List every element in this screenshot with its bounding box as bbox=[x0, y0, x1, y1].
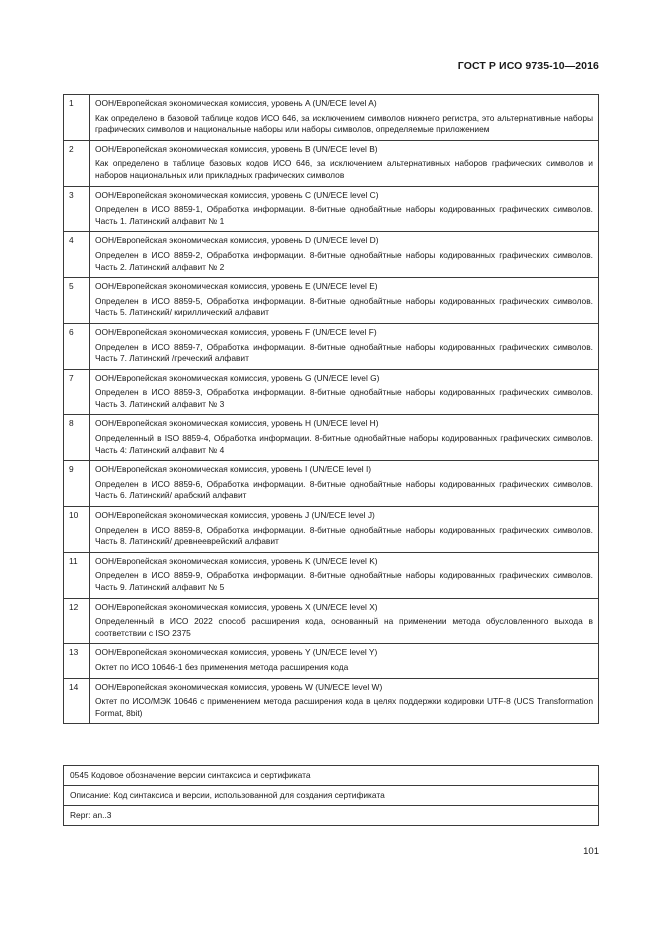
code-description: Определен в ИСО 8859-5, Обработка информации. 8-битные однобайтные наборы кодированных графических символов. Часть 5. Латинский/ кириллический алфавит bbox=[95, 295, 593, 318]
table-row bbox=[64, 186, 599, 232]
code-number: 13 bbox=[64, 644, 90, 678]
table-row bbox=[64, 552, 599, 598]
code-number: 6 bbox=[64, 323, 90, 369]
code-description: Определен в ИСО 8859-7, Обработка информации. 8-битные однобайтные наборы кодированных графических символов. Часть 7. Латинский /греческий алфавит bbox=[95, 341, 593, 364]
code-title: ООН/Европейская экономическая комиссия, уровень X (UN/ECE level X) bbox=[95, 601, 378, 612]
code-description: Октет по ИСО/МЭК 10646 с применением метода расширения кода в целях поддержки кодировки UTF-8 (UCS Transformation Format, 8bit) bbox=[95, 696, 593, 718]
code-description: Определен в ИСО 8859-1, Обработка информации. 8-битные однобайтные наборы кодированных графических символов. Часть 1. Латинский алфавит № 1 bbox=[95, 204, 593, 226]
table-row bbox=[64, 598, 599, 644]
code-description: Определенный в ISO 8859-4, Обработка информации. 8-битные однобайтные наборы кодированных графических символов. Часть 4: Латинский алфавит № 4 bbox=[95, 433, 593, 455]
table-row bbox=[64, 323, 599, 369]
data-element-repr-row bbox=[64, 806, 599, 826]
data-element-table bbox=[63, 765, 599, 826]
table-row bbox=[64, 140, 599, 186]
table-row bbox=[64, 415, 599, 461]
code-description: Как определено в базовой таблице кодов ИСО 646, за исключением символов нижнего регистра, это альтернативные наборы графических символов и национальные наборы или наборы символов, определяемые приложением bbox=[95, 112, 593, 135]
table-row bbox=[64, 461, 599, 507]
code-title: ООН/Европейская экономическая комиссия, уровень J (UN/ECE level J) bbox=[95, 510, 375, 521]
code-title: ООН/Европейская экономическая комиссия, уровень F (UN/ECE level F) bbox=[95, 326, 377, 337]
page-number: 101 bbox=[583, 846, 599, 857]
code-title: ООН/Европейская экономическая комиссия, уровень A (UN/ECE level A) bbox=[95, 98, 377, 108]
code-number: 5 bbox=[64, 278, 90, 324]
code-title: ООН/Европейская экономическая комиссия, уровень D (UN/ECE level D) bbox=[95, 235, 379, 246]
code-title: ООН/Европейская экономическая комиссия, уровень K (UN/ECE level K) bbox=[95, 555, 378, 566]
table-row bbox=[64, 232, 599, 278]
code-number: 7 bbox=[64, 369, 90, 415]
table-row bbox=[64, 95, 599, 141]
code-description-cell bbox=[90, 678, 599, 724]
data-element-code: 0545 Кодовое обозначение версии синтаксиса и сертификата bbox=[64, 766, 599, 786]
code-description: Определен в ИСО 8859-8, Обработка информации. 8-битные однобайтные наборы кодированных графических символов. Часть 8. Латинский/ древнееврейский алфавит bbox=[95, 524, 593, 547]
code-title: ООН/Европейская экономическая комиссия, уровень C (UN/ECE level C) bbox=[95, 189, 379, 200]
code-description: Октет по ИСО 10646-1 без применения метода расширения кода bbox=[95, 661, 349, 672]
code-description-cell bbox=[90, 232, 599, 278]
code-description: Определен в ИСО 8859-2, Обработка информации. 8-битные однобайтные наборы кодированных графических символов. Часть 2. Латинский алфавит № 2 bbox=[95, 249, 593, 272]
code-number: 14 bbox=[64, 678, 90, 724]
code-number: 3 bbox=[64, 186, 90, 232]
code-title: ООН/Европейская экономическая комиссия, уровень H (UN/ECE level H) bbox=[95, 418, 379, 429]
data-element-code-row bbox=[64, 766, 599, 786]
code-description: Как определено в таблице базовых кодов ИСО 646, за исключением альтернативных наборов графических символов и наборов национальных или прикладных графических символов bbox=[95, 158, 593, 180]
code-number: 11 bbox=[64, 552, 90, 598]
table-row bbox=[64, 278, 599, 324]
code-description-cell bbox=[90, 644, 599, 678]
code-title: ООН/Европейская экономическая комиссия, уровень G (UN/ECE level G) bbox=[95, 372, 380, 383]
code-description-cell bbox=[90, 598, 599, 644]
code-description-cell bbox=[90, 95, 599, 141]
code-title: ООН/Европейская экономическая комиссия, уровень I (UN/ECE level I) bbox=[95, 464, 372, 475]
code-description-cell bbox=[90, 323, 599, 369]
code-number: 1 bbox=[64, 95, 90, 141]
code-number: 4 bbox=[64, 232, 90, 278]
code-description: Определен в ИСО 8859-6, Обработка информации. 8-битные однобайтные наборы кодированных графических символов. Часть 6. Латинский/ арабский алфавит bbox=[95, 478, 593, 501]
code-description: Определен в ИСО 8859-3, Обработка информации. 8-битные однобайтные наборы кодированных графических символов. Часть 3. Латинский алфавит № 3 bbox=[95, 387, 593, 409]
table-row bbox=[64, 678, 599, 724]
code-number: 9 bbox=[64, 461, 90, 507]
code-description-cell bbox=[90, 461, 599, 507]
code-title: ООН/Европейская экономическая комиссия, уровень E (UN/ECE level E) bbox=[95, 281, 378, 292]
code-description-cell bbox=[90, 415, 599, 461]
code-description: Определен в ИСО 8859-9, Обработка информации. 8-битные однобайтные наборы кодированных графических символов. Часть 9. Латинский алфавит № 5 bbox=[95, 570, 593, 592]
code-description: Определенный в ИСО 2022 способ расширения кода, основанный на применении метода обусловленного выхода в соответствии с ISO 2375 bbox=[95, 616, 593, 638]
code-list-body bbox=[64, 95, 599, 724]
table-row bbox=[64, 369, 599, 415]
table-row bbox=[64, 644, 599, 678]
code-description-cell bbox=[90, 369, 599, 415]
code-title: ООН/Европейская экономическая комиссия, уровень Y (UN/ECE level Y) bbox=[95, 647, 378, 658]
code-description-cell bbox=[90, 552, 599, 598]
data-element-repr: Repr: an..3 bbox=[64, 806, 599, 826]
code-title: ООН/Европейская экономическая комиссия, уровень B (UN/ECE level B) bbox=[95, 143, 378, 154]
data-element-description: Описание: Код синтаксиса и версии, использованной для создания сертификата bbox=[64, 786, 599, 806]
table-row bbox=[64, 507, 599, 553]
data-element-description-row bbox=[64, 786, 599, 806]
code-description-cell bbox=[90, 278, 599, 324]
code-description-cell bbox=[90, 507, 599, 553]
code-number: 2 bbox=[64, 140, 90, 186]
document-header: ГОСТ Р ИСО 9735-10—2016 bbox=[457, 60, 599, 72]
code-list-table bbox=[63, 94, 599, 724]
code-number: 10 bbox=[64, 507, 90, 553]
code-title: ООН/Европейская экономическая комиссия, уровень W (UN/ECE level W) bbox=[95, 681, 383, 692]
code-number: 8 bbox=[64, 415, 90, 461]
code-number: 12 bbox=[64, 598, 90, 644]
code-description-cell bbox=[90, 140, 599, 186]
code-description-cell bbox=[90, 186, 599, 232]
